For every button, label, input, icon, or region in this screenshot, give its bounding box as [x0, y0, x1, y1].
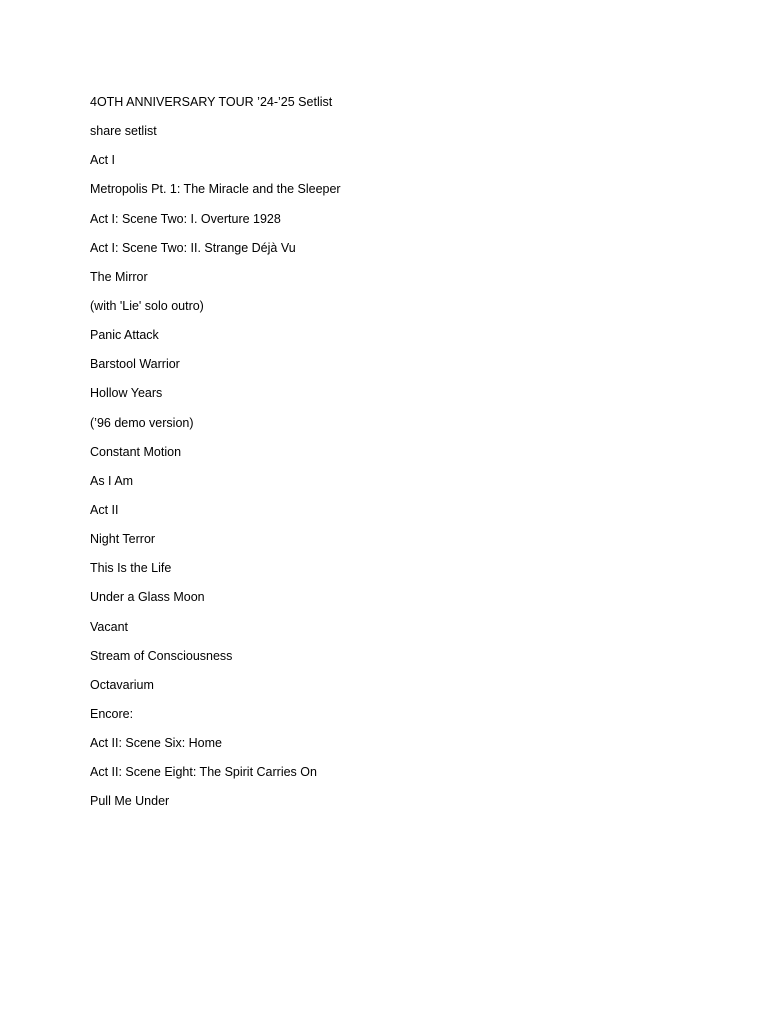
song-item: Constant Motion — [90, 444, 182, 459]
section-heading-act-1: Act I — [90, 153, 116, 168]
song-item: Stream of Consciousness — [90, 648, 233, 663]
song-item: Under a Glass Moon — [90, 590, 205, 605]
song-note: (’96 demo version) — [90, 415, 194, 430]
song-item: As I Am — [90, 473, 134, 488]
song-item: Barstool Warrior — [90, 357, 180, 372]
song-item: Octavarium — [90, 677, 154, 692]
section-heading-encore: Encore: — [90, 706, 134, 721]
song-item: This Is the Life — [90, 561, 172, 576]
section-heading-act-2: Act II — [90, 502, 119, 517]
song-item: The Mirror — [90, 269, 148, 284]
setlist-title: 4OTH ANNIVERSARY TOUR ’24-’25 Setlist — [90, 95, 333, 109]
song-note: (with 'Lie' solo outro) — [90, 298, 204, 313]
song-item: Act I: Scene Two: I. Overture 1928 — [90, 211, 281, 226]
song-item: Pull Me Under — [90, 794, 170, 809]
song-item: Vacant — [90, 619, 128, 634]
share-setlist-link[interactable]: share setlist — [90, 124, 157, 139]
song-item: Night Terror — [90, 532, 156, 547]
song-item: Act I: Scene Two: II. Strange Déjà Vu — [90, 240, 296, 255]
song-item: Hollow Years — [90, 386, 163, 401]
song-item: Act II: Scene Six: Home — [90, 736, 222, 751]
setlist-content — [90, 92, 690, 821]
song-item: Metropolis Pt. 1: The Miracle and the Sleeper — [90, 182, 341, 197]
song-item: Panic Attack — [90, 328, 159, 343]
song-item: Act II: Scene Eight: The Spirit Carries On — [90, 765, 317, 780]
